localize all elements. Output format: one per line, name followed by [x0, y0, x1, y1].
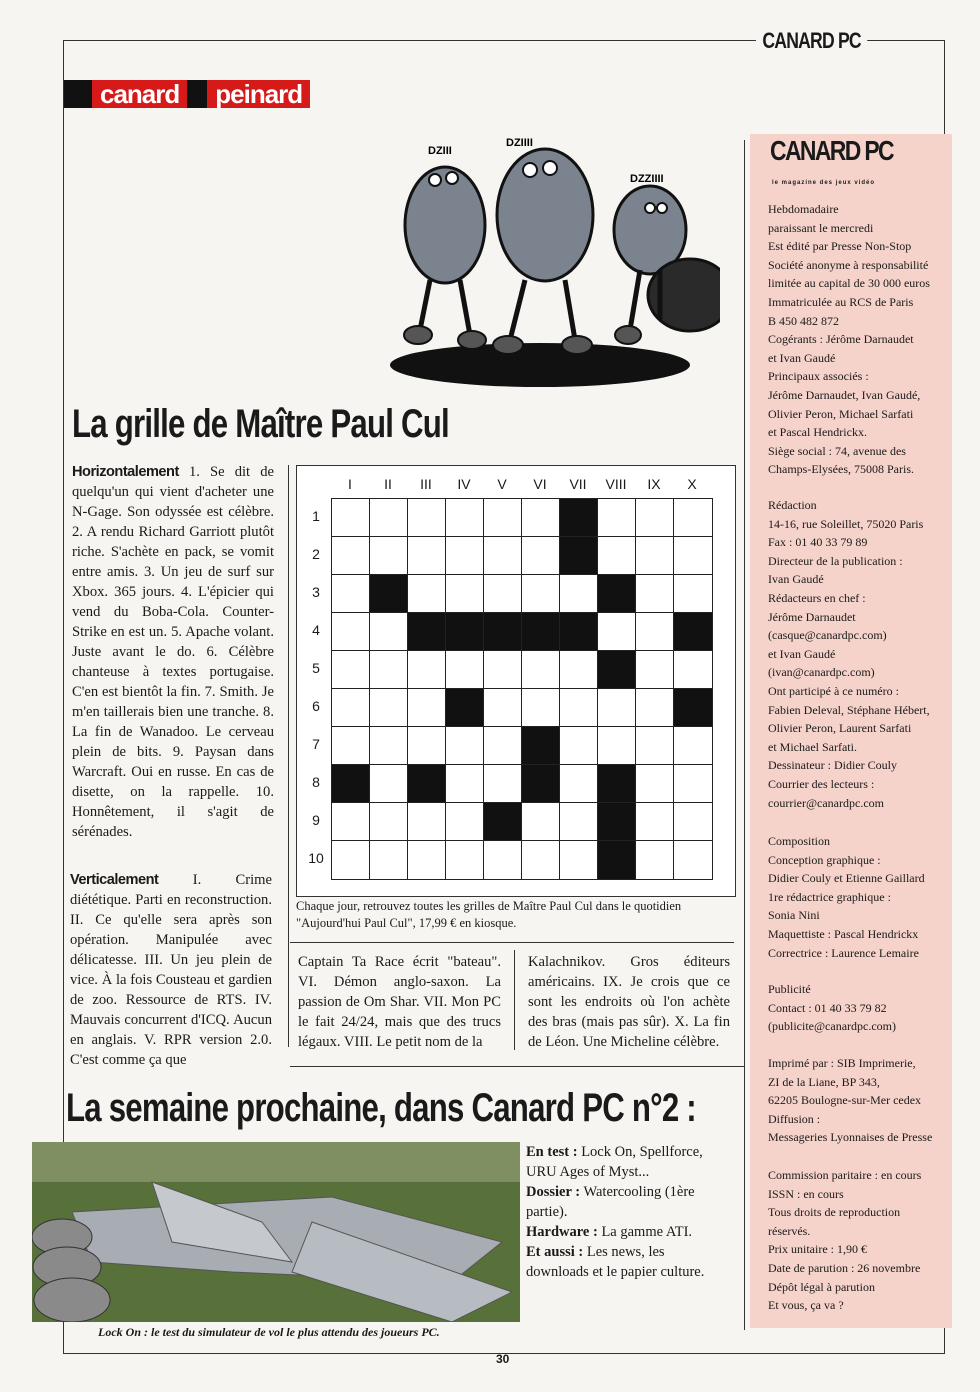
grid-cell[interactable]: [598, 613, 636, 651]
grid-cell[interactable]: [636, 613, 674, 651]
sound-text-2: DZIIII: [506, 137, 533, 149]
masthead-line: B 450 482 872: [768, 313, 840, 328]
grid-cell[interactable]: [484, 499, 522, 537]
column-label: I: [348, 476, 352, 492]
grid-cell[interactable]: [560, 689, 598, 727]
vertical-clues-col3: Kalachnikov. Gros éditeurs américains. IX. Je crois que ce sont les endroits où l'on achète des bras (mais pas sûr). X. La fin de Léon. Une Micheline célèbre.: [528, 954, 730, 1050]
masthead-line: et Michael Sarfati.: [768, 739, 857, 754]
next-issue-item-label: Hardware :: [526, 1224, 598, 1240]
column-label: VII: [569, 476, 587, 492]
divider: [290, 942, 734, 943]
masthead-line: Maquettiste : Pascal Hendrickx: [768, 926, 919, 941]
grid-cell[interactable]: [370, 803, 408, 841]
grid-cell[interactable]: [636, 499, 674, 537]
next-issue-item: [526, 1182, 726, 1222]
masthead-line: ZI de la Liane, BP 343,: [768, 1074, 880, 1089]
grid-cell[interactable]: [408, 727, 446, 765]
masthead-line: Immatriculée au RCS de Paris: [768, 294, 914, 309]
grid-cell[interactable]: [560, 841, 598, 879]
grid-cell[interactable]: [636, 727, 674, 765]
masthead-line: Et vous, ça va ?: [768, 1298, 844, 1313]
rubrique-bar: [187, 80, 207, 108]
grid-cell[interactable]: [408, 803, 446, 841]
masthead-line: Ivan Gaudé: [768, 572, 824, 587]
column-divider: [288, 465, 289, 1047]
grid-cell[interactable]: [674, 537, 712, 575]
masthead-line: Composition: [768, 834, 831, 848]
masthead-block-publisher: [768, 200, 948, 479]
masthead-line: et Pascal Hendrickx.: [768, 425, 867, 440]
next-issue-item-text: La gamme ATI.: [597, 1224, 693, 1240]
vertical-label: Verticalement: [70, 872, 159, 888]
column-label: X: [687, 476, 697, 492]
grid-caption: Chaque jour, retrouvez toutes les grilles de Maître Paul Cul dans le quotidien "Aujourd'hui Paul Cul", 17,99 € en kiosque.: [296, 899, 682, 930]
masthead-line: Dépôt légal à parution: [768, 1279, 875, 1294]
masthead-line: Date de parution : 26 novembre: [768, 1260, 921, 1275]
masthead-line: Contact : 01 40 33 79 82: [768, 1000, 887, 1015]
grid-cell-black: [446, 689, 484, 727]
rubrique-right: peinard: [207, 80, 310, 108]
masthead-line: Fabien Deleval, Stéphane Hébert,: [768, 702, 930, 717]
grid-cell[interactable]: [446, 765, 484, 803]
grid-cell[interactable]: [636, 841, 674, 879]
grid-cell[interactable]: [446, 575, 484, 613]
next-issue-item-text: Watercooling (1ère partie).: [526, 1184, 695, 1220]
grid-cell[interactable]: [674, 803, 712, 841]
next-issue-item-label: Dossier :: [526, 1184, 581, 1200]
next-issue-item-text: Les news, les downloads et le papier culture.: [526, 1244, 705, 1280]
grid-cell[interactable]: [484, 765, 522, 803]
horizontal-text: 1. Se dit de quelqu'un qui vient d'acheter une N-Gage. Son odyssée est célèbre. 2. A rendu Richard Garriott plutôt riche. S'achète en pack, se vomit entre amis. 3. Un jeu de surf sur Xbox. 365 jours. 4. L'épicier qui vend du Boba-Cola. Counter-Strike en est un. 5. Apache volant. Juste avant le do. 6. Célèbre chanteuse à textes portugaise. C'en est bientôt la fin. 7. Smith. Je m'en taillerais bien une tranche. 8. La fin de Wanadoo. Le cerveau plein de bits. 9. Paysan dans Warcraft. Oui en russe. En cas de disette, on la rappelle. 10. Honnêtement, il s'agit de sérénades.: [72, 464, 274, 840]
grid-cell[interactable]: [484, 537, 522, 575]
grid-cell[interactable]: [560, 727, 598, 765]
grid-cell-black: [560, 499, 598, 537]
grid-cell[interactable]: [408, 537, 446, 575]
rubrique-banner: [64, 80, 310, 108]
masthead-line: Didier Couly et Etienne Gaillard: [768, 871, 925, 886]
grid-cell[interactable]: [446, 537, 484, 575]
grid-cell[interactable]: [674, 765, 712, 803]
divider: [290, 1066, 744, 1067]
grid-cell[interactable]: [522, 537, 560, 575]
grid-cell[interactable]: [674, 841, 712, 879]
sound-text-1: DZIII: [428, 145, 452, 157]
grid-cell-black: [560, 613, 598, 651]
column-label: VIII: [605, 476, 627, 492]
column-label: II: [384, 476, 392, 492]
masthead-line: et Ivan Gaudé: [768, 646, 836, 661]
grid-cells: [331, 498, 713, 880]
next-issue-list: [526, 1142, 726, 1282]
grid-cell[interactable]: [370, 651, 408, 689]
masthead-line: Jérôme Darnaudet: [768, 609, 856, 624]
grid-cell-black: [484, 803, 522, 841]
grid-cell[interactable]: [522, 651, 560, 689]
grid-cell[interactable]: [484, 689, 522, 727]
sound-text-3: DZZIIII: [630, 173, 664, 185]
grid-cell[interactable]: [332, 613, 370, 651]
grid-cell[interactable]: [636, 689, 674, 727]
masthead-line[interactable]: (ivan@canardpc.com): [768, 665, 875, 680]
vertical-text-1: I. Crime diététique. Parti en reconstruction. II. Ce qu'elle sera après son opération. Manipulée avec délicatesse. III. Un jeu plein de vice. À la fois Cousteau et gardien de zoo. Ressource de RTS. IV. Mauvais concurrent d'ICQ. Aucun en anglais. V. RPR version 2.0. C'est comme ça que: [70, 872, 272, 1068]
row-label: 5: [312, 660, 320, 676]
masthead-line: Tous droits de reproduction: [768, 1205, 901, 1220]
masthead-line: paraissant le mercredi: [768, 220, 874, 235]
horizontal-clues: [72, 462, 274, 842]
grid-cell[interactable]: [332, 499, 370, 537]
column-label: IX: [647, 476, 661, 492]
grid-cell[interactable]: [332, 537, 370, 575]
masthead-line: et Ivan Gaudé: [768, 350, 836, 365]
column-label: III: [420, 476, 432, 492]
grid-cell[interactable]: [560, 803, 598, 841]
masthead-block-composition: [768, 832, 948, 962]
rubrique-bar: [64, 80, 92, 108]
grid-cell-black: [408, 613, 446, 651]
grid-cell[interactable]: [560, 651, 598, 689]
grid-cell[interactable]: [370, 727, 408, 765]
row-label: 2: [312, 546, 320, 562]
grid-cell[interactable]: [408, 575, 446, 613]
next-issue-title: La semaine prochaine, dans Canard PC n°2 :: [66, 1086, 696, 1130]
masthead-line: Courrier des lecteurs :: [768, 776, 875, 791]
next-issue-item: [526, 1222, 726, 1242]
grid-cell[interactable]: [446, 841, 484, 879]
grid-cell[interactable]: [598, 727, 636, 765]
masthead-line: Rédaction: [768, 498, 817, 512]
masthead-line: Publicité: [768, 982, 811, 996]
masthead-line: Est édité par Presse Non-Stop: [768, 239, 912, 254]
masthead-line: Commission paritaire : en cours: [768, 1168, 922, 1182]
masthead-line: Prix unitaire : 1,90 €: [768, 1242, 867, 1257]
masthead-line[interactable]: (publicite@canardpc.com): [768, 1019, 896, 1034]
masthead-line: Siège social : 74, avenue des: [768, 443, 906, 458]
crossword-grid: [296, 465, 736, 897]
row-label: 6: [312, 698, 320, 714]
grid-cell-black: [598, 841, 636, 879]
masthead-line: Sonia Nini: [768, 908, 820, 923]
masthead-line: limitée au capital de 30 000 euros: [768, 276, 930, 291]
grid-cell[interactable]: [332, 689, 370, 727]
masthead-block-printing: [768, 1054, 948, 1147]
masthead-line: Olivier Peron, Laurent Sarfati: [768, 721, 912, 736]
grid-cell[interactable]: [522, 575, 560, 613]
grid-cell[interactable]: [598, 537, 636, 575]
sidebar-tagline: le magazine des jeux vidéo: [772, 180, 876, 186]
masthead-line: 1re rédactrice graphique :: [768, 889, 891, 904]
row-label: 7: [312, 736, 320, 752]
grid-cell-black: [446, 613, 484, 651]
masthead-line: Champs-Elysées, 75008 Paris.: [768, 462, 914, 477]
masthead-block-legal: [768, 1166, 948, 1315]
masthead-line: ISSN : en cours: [768, 1186, 844, 1201]
masthead-line: Société anonyme à responsabilité: [768, 257, 929, 272]
grid-cell[interactable]: [370, 765, 408, 803]
grid-cell-black: [522, 727, 560, 765]
grid-cell-black: [522, 765, 560, 803]
column-label: IV: [457, 476, 471, 492]
masthead-line: Correctrice : Laurence Lemaire: [768, 945, 919, 960]
next-issue-item-label: En test :: [526, 1144, 578, 1160]
masthead-line: Diffusion :: [768, 1111, 821, 1126]
grid-cell[interactable]: [636, 537, 674, 575]
masthead-block-editorial: [768, 496, 948, 812]
grid-cell[interactable]: [522, 803, 560, 841]
row-label: 4: [312, 622, 320, 638]
grid-cell-black: [598, 651, 636, 689]
grid-cell[interactable]: [408, 651, 446, 689]
grid-cell[interactable]: [522, 689, 560, 727]
grid-cell[interactable]: [446, 727, 484, 765]
grid-cell[interactable]: [674, 499, 712, 537]
grid-cell[interactable]: [332, 841, 370, 879]
masthead-line: Dessinateur : Didier Couly: [768, 758, 897, 773]
masthead-line: Fax : 01 40 33 79 89: [768, 535, 868, 550]
grid-cell-black: [598, 575, 636, 613]
rubrique-left: canard: [92, 80, 187, 108]
grid-cell[interactable]: [484, 727, 522, 765]
grid-cell[interactable]: [446, 803, 484, 841]
masthead-line: réservés.: [768, 1223, 811, 1238]
masthead-line: Conception graphique :: [768, 852, 881, 867]
grid-cell[interactable]: [560, 575, 598, 613]
grid-cell[interactable]: [332, 575, 370, 613]
grid-cell-black: [598, 803, 636, 841]
grid-cell[interactable]: [484, 575, 522, 613]
grid-cell[interactable]: [636, 765, 674, 803]
photo-caption: Lock On : le test du simulateur de vol le plus attendu des joueurs PC.: [98, 1325, 440, 1339]
masthead-line: Imprimé par : SIB Imprimerie,: [768, 1056, 916, 1070]
grid-cell[interactable]: [332, 727, 370, 765]
grid-cell[interactable]: [522, 499, 560, 537]
grid-cell-black: [522, 613, 560, 651]
sidebar-masthead: [750, 134, 952, 1328]
masthead-line: Ont participé à ce numéro :: [768, 683, 899, 698]
header-brand: CANARD PC: [756, 28, 867, 54]
robots-illustration: [360, 130, 720, 400]
masthead-line: Messageries Lyonnaises de Presse: [768, 1130, 933, 1145]
grid-cell[interactable]: [674, 727, 712, 765]
masthead-line[interactable]: (casque@canardpc.com): [768, 628, 887, 643]
next-issue-item: [526, 1142, 726, 1182]
row-label: 8: [312, 774, 320, 790]
row-label: 10: [308, 850, 324, 866]
row-label: 3: [312, 584, 320, 600]
grid-cell[interactable]: [370, 841, 408, 879]
masthead-line: 62205 Boulogne-sur-Mer cedex: [768, 1093, 922, 1108]
grid-cell[interactable]: [408, 689, 446, 727]
grid-cell-black: [370, 575, 408, 613]
grid-cell[interactable]: [598, 499, 636, 537]
grid-cell[interactable]: [370, 689, 408, 727]
masthead-line[interactable]: courrier@canardpc.com: [768, 795, 884, 810]
sidebar-logo: CANARD PC: [770, 135, 893, 166]
column-divider: [514, 950, 515, 1050]
grid-cell[interactable]: [636, 803, 674, 841]
grid-cell[interactable]: [446, 651, 484, 689]
masthead-line: Olivier Peron, Michael Sarfati: [768, 406, 914, 421]
grid-cell-black: [598, 765, 636, 803]
crossword-title: La grille de Maître Paul Cul: [72, 402, 449, 446]
grid-cell[interactable]: [370, 499, 408, 537]
next-issue-item-label: Et aussi :: [526, 1244, 584, 1260]
grid-cell-black: [408, 765, 446, 803]
grid-cell-black: [674, 613, 712, 651]
grid-cell-black: [560, 537, 598, 575]
vertical-clues-col1: [70, 870, 272, 1070]
grid-cell[interactable]: [636, 575, 674, 613]
masthead-line: Directeur de la publication :: [768, 553, 903, 568]
column-label: VI: [533, 476, 547, 492]
grid-cell-black: [484, 613, 522, 651]
lock-on-screenshot: [32, 1142, 520, 1322]
row-label: 1: [312, 508, 320, 524]
grid-cell[interactable]: [484, 651, 522, 689]
masthead-line: Rédacteurs en chef :: [768, 590, 866, 605]
grid-cell[interactable]: [522, 841, 560, 879]
masthead-line: 14-16, rue Soleillet, 75020 Paris: [768, 516, 924, 531]
next-issue-item: [526, 1242, 726, 1282]
sidebar-rule: [744, 140, 745, 1330]
horizontal-label: Horizontalement: [72, 464, 179, 480]
masthead-line: Jérôme Darnaudet, Ivan Gaudé,: [768, 387, 921, 402]
grid-cell[interactable]: [484, 841, 522, 879]
grid-cell[interactable]: [560, 765, 598, 803]
grid-cell[interactable]: [332, 651, 370, 689]
masthead-line: Principaux associés :: [768, 369, 869, 384]
masthead-line: Cogérants : Jérôme Darnaudet: [768, 332, 914, 347]
grid-cell[interactable]: [674, 651, 712, 689]
grid-cell[interactable]: [370, 537, 408, 575]
column-label: V: [497, 476, 507, 492]
masthead-block-advertising: [768, 980, 948, 1036]
grid-cell[interactable]: [332, 803, 370, 841]
next-issue-item-text: Lock On, Spellforce, URU Ages of Myst...: [526, 1144, 703, 1180]
masthead-line: Hebdomadaire: [768, 202, 839, 216]
grid-cell[interactable]: [408, 499, 446, 537]
row-label: 9: [312, 812, 320, 828]
grid-cell[interactable]: [408, 841, 446, 879]
grid-cell[interactable]: [674, 575, 712, 613]
grid-cell-black: [674, 689, 712, 727]
vertical-clues-col2: Captain Ta Race écrit "bateau". VI. Démon anglo-saxon. La passion de Om Shar. VII. Mon PC le fait 24/24, mais que des trucs légaux. VIII. Le petit nom de la: [298, 954, 501, 1050]
page-number: 30: [496, 1352, 510, 1366]
grid-cell[interactable]: [446, 499, 484, 537]
grid-cell-black: [332, 765, 370, 803]
grid-cell[interactable]: [636, 651, 674, 689]
grid-cell[interactable]: [598, 689, 636, 727]
grid-cell[interactable]: [370, 613, 408, 651]
